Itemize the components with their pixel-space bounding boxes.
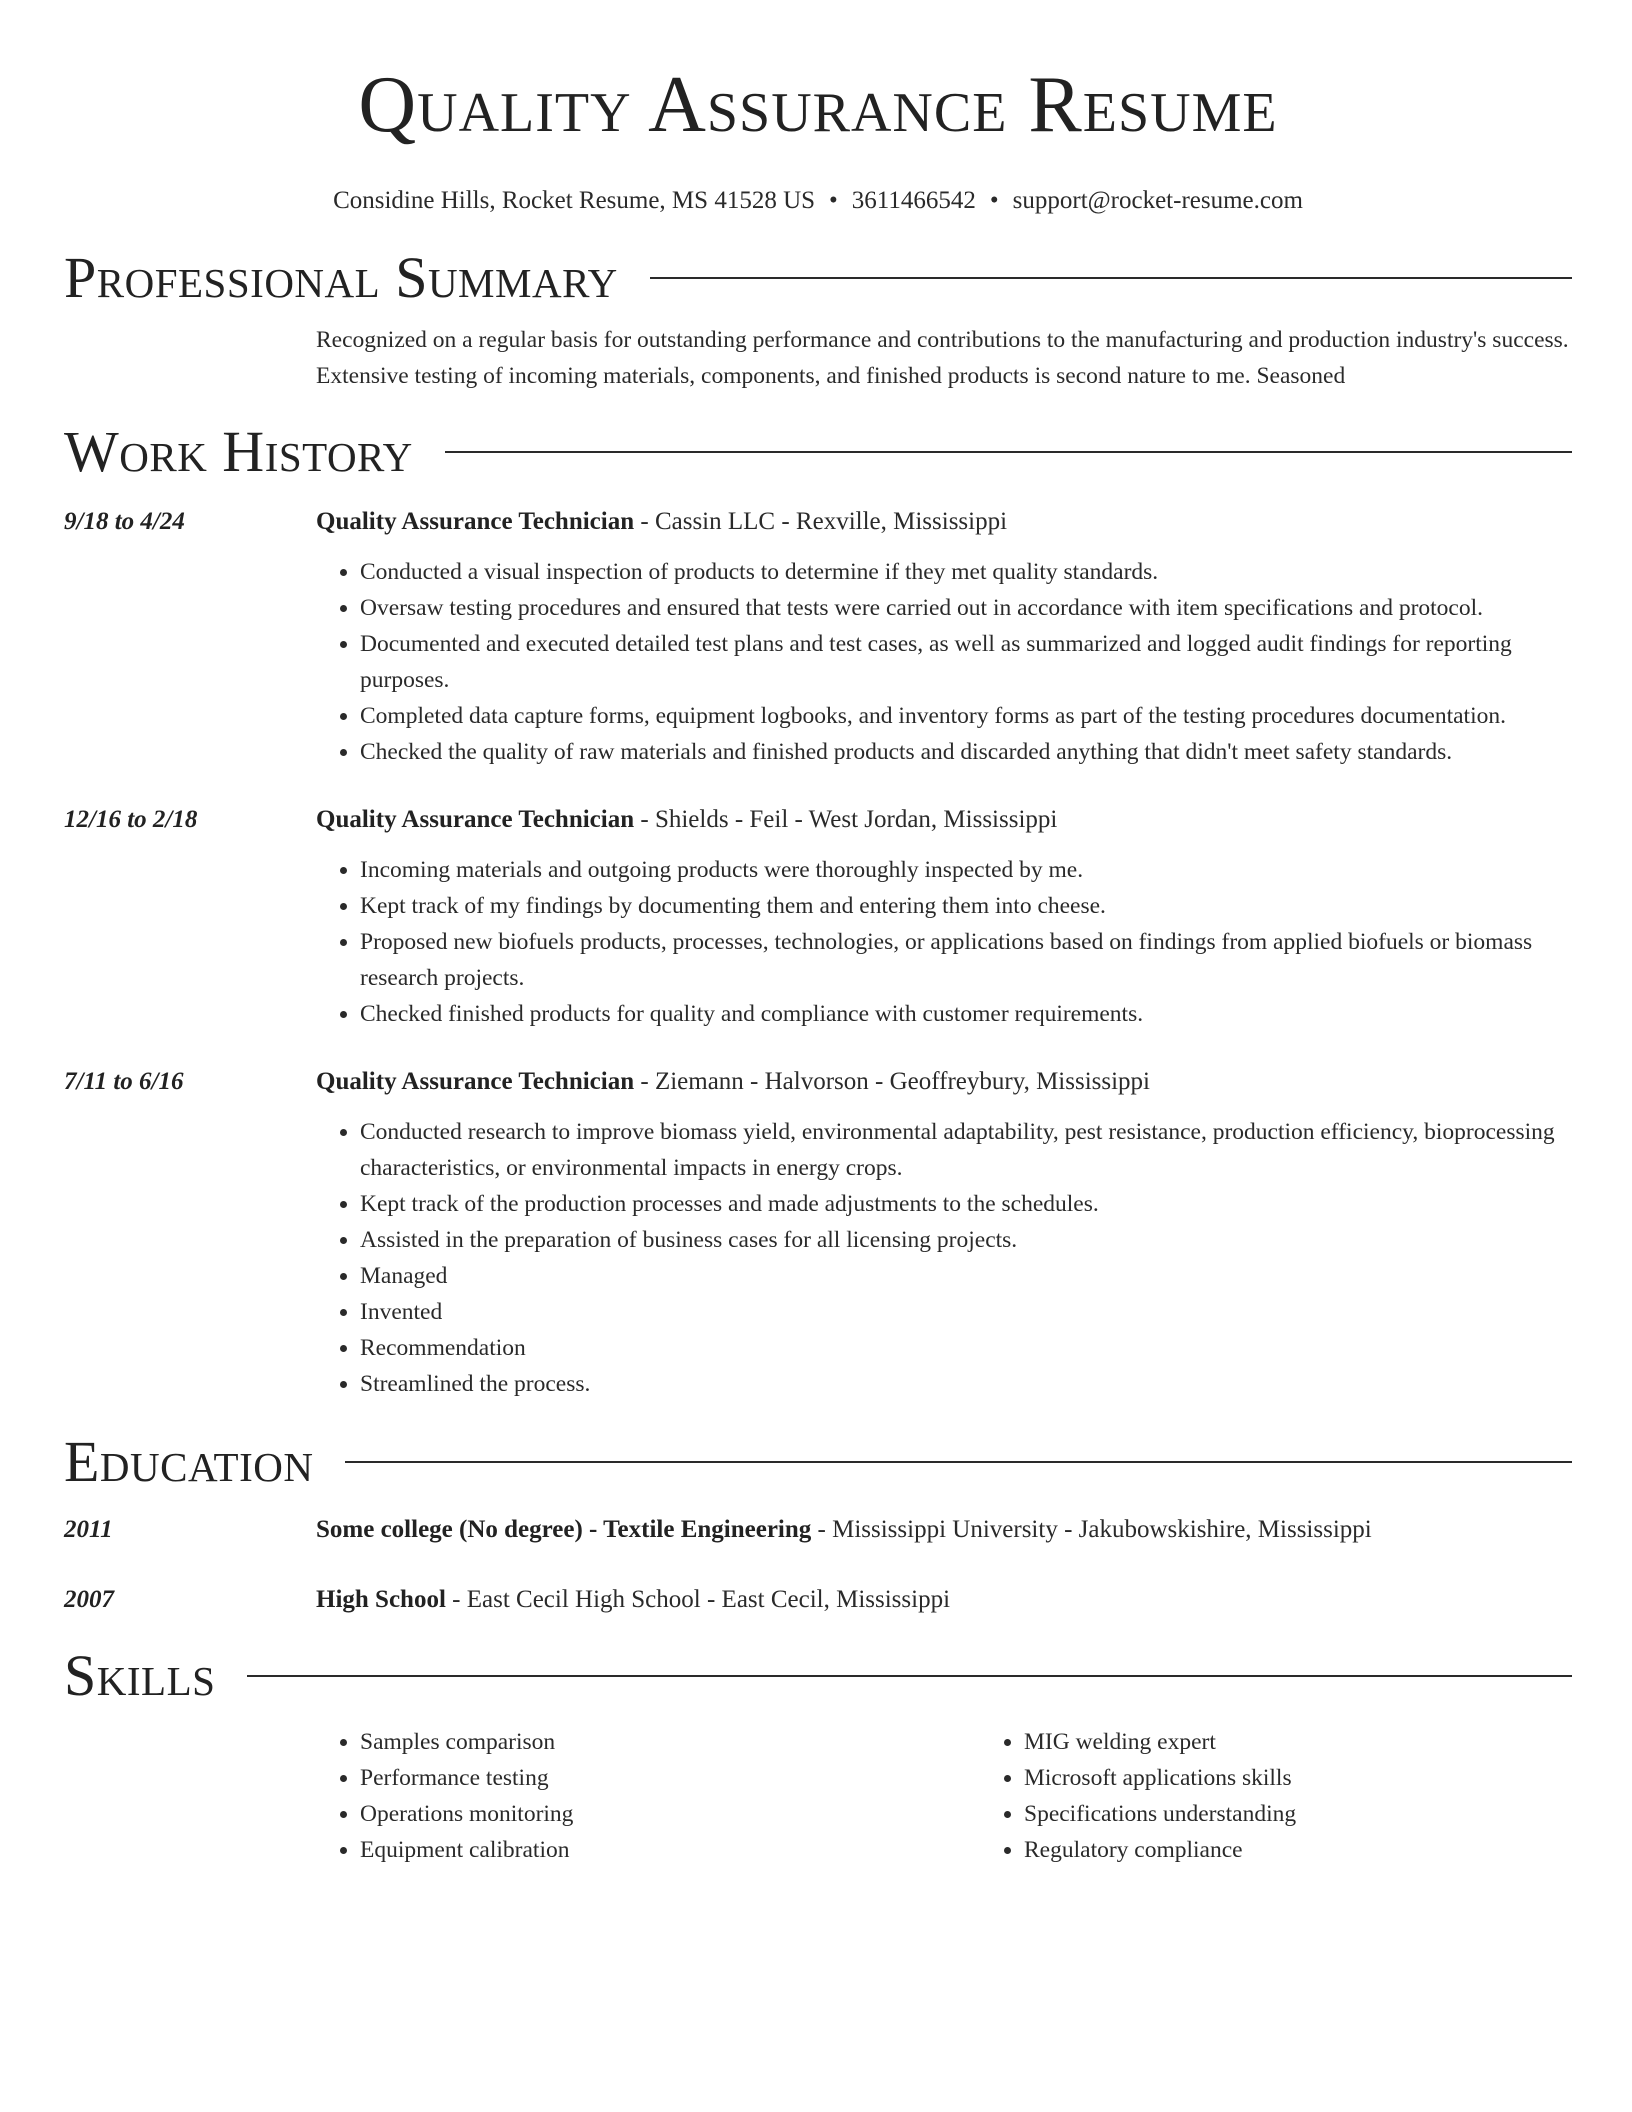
job-employer: - Cassin LLC - Rexville, Mississippi <box>634 508 1008 535</box>
education-details <box>316 1512 1572 1548</box>
job-bullet: • Managed <box>360 1258 1572 1294</box>
job-dates: 7/11 to 6/16 <box>64 1068 184 1095</box>
summary-spacer <box>64 322 316 394</box>
skill-item: • MIG welding expert <box>1024 1724 1632 1760</box>
job-heading <box>316 504 1572 540</box>
section-title-summary: Professional Summary <box>64 245 618 310</box>
section-header-education <box>64 1430 1572 1494</box>
education-entry <box>64 1512 1572 1548</box>
skills-list-right <box>980 1724 1632 1868</box>
skill-item: • Equipment calibration <box>360 1832 980 1868</box>
job-bullet: • Conducted research to improve biomass yield, environmental adaptability, pest resistance, production efficiency, bioprocessing characteristics, or environmental impacts in energy crops. <box>360 1114 1572 1186</box>
section-header-summary <box>64 246 1572 310</box>
job-entry <box>64 1064 1572 1402</box>
skills-columns <box>316 1724 1632 1868</box>
skill-item: • Specifications understanding <box>1024 1796 1632 1832</box>
job-employer: - Ziemann - Halvorson - Geoffreybury, Mississippi <box>634 1068 1151 1095</box>
section-title-education: Education <box>64 1429 314 1494</box>
section-header-work <box>64 420 1572 484</box>
summary-row <box>64 322 1572 394</box>
job-dates: 9/18 to 4/24 <box>64 508 185 535</box>
job-bullet: • Proposed new biofuels products, processes, technologies, or applications based on findings from applied biofuels or biomass research projects. <box>360 924 1572 996</box>
job-heading <box>316 802 1572 838</box>
section-divider <box>247 1675 1572 1677</box>
education-year: 2011 <box>64 1516 113 1543</box>
job-body <box>316 802 1572 1032</box>
section-title-skills: Skills <box>64 1643 216 1708</box>
job-body <box>316 504 1572 770</box>
section-divider <box>445 451 1572 453</box>
job-bullet: • Recommendation <box>360 1330 1572 1366</box>
job-bullets <box>316 554 1572 770</box>
skills-list-left <box>316 1724 980 1868</box>
section-header-skills <box>64 1644 1572 1708</box>
job-entry <box>64 504 1572 770</box>
job-bullets <box>316 852 1572 1032</box>
resume-title: Quality Assurance Resume <box>358 61 1278 149</box>
job-title: Quality Assurance Technician <box>316 1068 635 1095</box>
skill-item: • Performance testing <box>360 1760 980 1796</box>
education-degree: Some college (No degree) - Textile Engineering <box>316 1516 812 1543</box>
job-bullet: • Completed data capture forms, equipment logbooks, and inventory forms as part of the testing procedures documentation. <box>360 698 1572 734</box>
education-school: - Mississippi University - Jakubowskishire, Mississippi <box>811 1516 1372 1543</box>
summary-text: Recognized on a regular basis for outstanding performance and contributions to the manufacturing and production industry's success. Extensive testing of incoming materials, components, and finished products is second nature to me. Seasoned <box>316 327 1569 389</box>
education-year: 2007 <box>64 1586 114 1613</box>
job-employer: - Shields - Feil - West Jordan, Mississippi <box>634 806 1058 833</box>
education-degree: High School <box>316 1586 446 1613</box>
job-title: Quality Assurance Technician <box>316 508 635 535</box>
job-entry <box>64 802 1572 1032</box>
section-divider <box>345 1461 1572 1463</box>
contact-separator: • <box>989 187 999 214</box>
skill-item: • Regulatory compliance <box>1024 1832 1632 1868</box>
job-bullet: • Invented <box>360 1294 1572 1330</box>
job-bullet: • Incoming materials and outgoing products were thoroughly inspected by me. <box>360 852 1572 888</box>
job-bullet: • Checked finished products for quality and compliance with customer requirements. <box>360 996 1572 1032</box>
contact-address: Considine Hills, Rocket Resume, MS 41528 US <box>333 187 816 214</box>
resume-page <box>64 0 1572 1868</box>
job-bullets <box>316 1114 1572 1402</box>
education-school: - East Cecil High School - East Cecil, Mississippi <box>445 1586 951 1613</box>
job-bullet: • Assisted in the preparation of business cases for all licensing projects. <box>360 1222 1572 1258</box>
contact-separator: • <box>829 187 838 214</box>
job-title: Quality Assurance Technician <box>316 806 635 833</box>
job-bullet: • Documented and executed detailed test plans and test cases, as well as summarized and logged audit findings for reporting purposes. <box>360 626 1572 698</box>
job-bullet: • Kept track of my findings by documenting them and entering them into cheese. <box>360 888 1572 924</box>
contact-email: support@rocket-resume.com <box>1012 187 1303 214</box>
skill-item: • Samples comparison <box>360 1724 980 1760</box>
skills-row <box>64 1724 1572 1868</box>
skills-spacer <box>64 1724 316 1868</box>
job-heading <box>316 1064 1572 1100</box>
section-title-work: Work History <box>64 419 413 484</box>
job-bullet: • Streamlined the process. <box>360 1366 1572 1402</box>
education-details <box>316 1582 1572 1618</box>
skill-item: • Microsoft applications skills <box>1024 1760 1632 1796</box>
contact-phone: 3611466542 <box>851 187 976 214</box>
education-entry <box>64 1582 1572 1618</box>
job-bullet: • Kept track of the production processes and made adjustments to the schedules. <box>360 1186 1572 1222</box>
job-bullet: • Checked the quality of raw materials and finished products and discarded anything that didn't meet safety standards. <box>360 734 1572 770</box>
contact-line <box>64 186 1572 216</box>
skill-item: • Operations monitoring <box>360 1796 980 1832</box>
job-dates: 12/16 to 2/18 <box>64 806 198 833</box>
section-divider <box>650 277 1572 279</box>
job-bullet: • Oversaw testing procedures and ensured that tests were carried out in accordance with item specifications and protocol. <box>360 590 1572 626</box>
job-body <box>316 1064 1572 1402</box>
job-bullet: • Conducted a visual inspection of products to determine if they met quality standards. <box>360 554 1572 590</box>
